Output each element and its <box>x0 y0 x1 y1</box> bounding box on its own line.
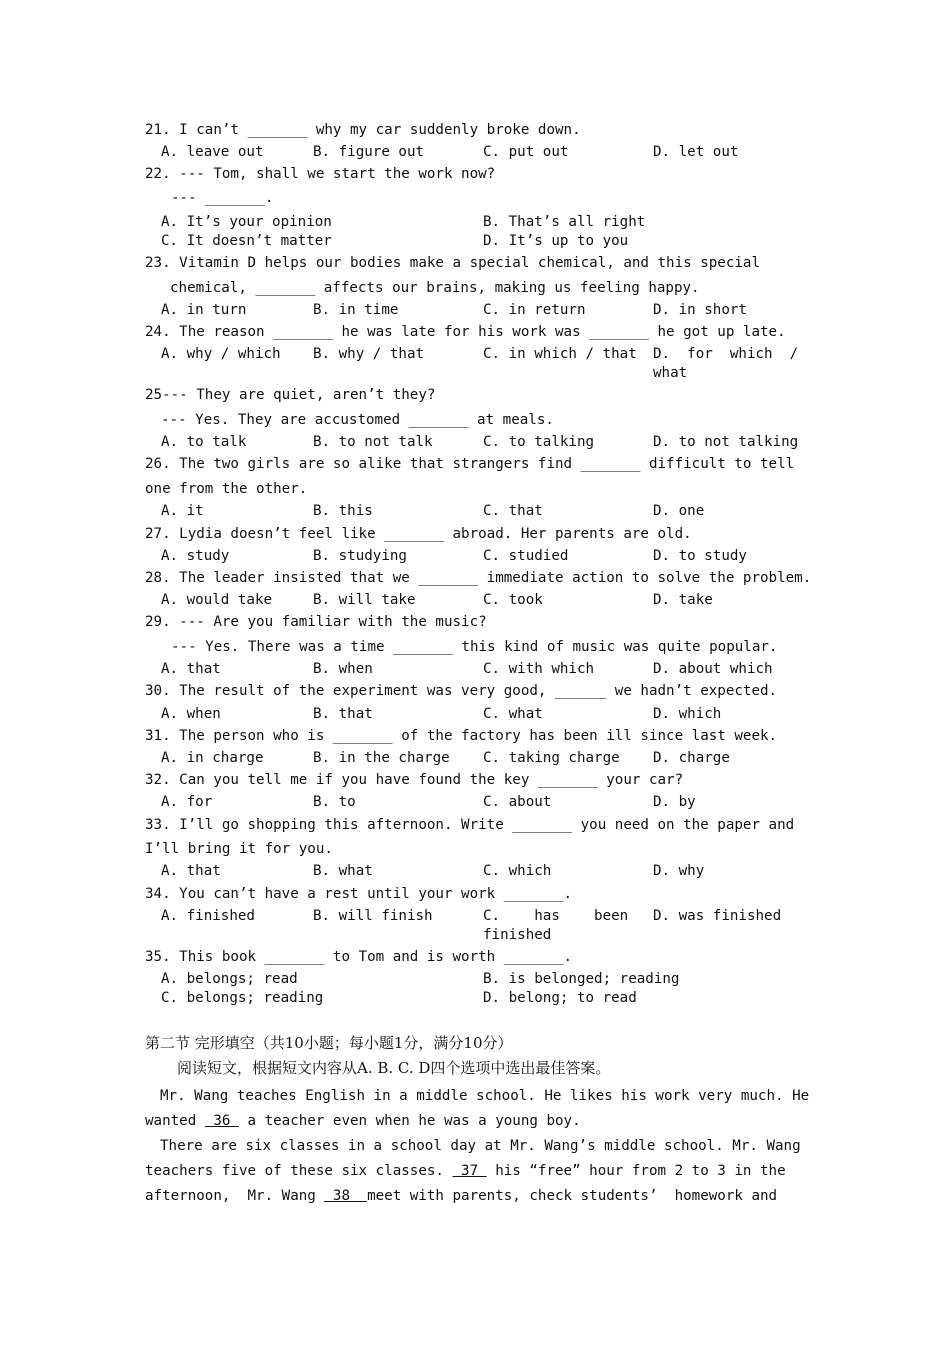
passage-text: a teacher even when he was a young boy. <box>238 1113 581 1129</box>
section2-title: 第二节 完形填空（共10小题；每小题1分，满分10分） <box>145 1034 513 1052</box>
q33-option-a: A. that <box>161 863 221 879</box>
passage-text: meet with parents, check students’ homework and <box>367 1188 778 1204</box>
passage-text: his “free” hour from 2 to 3 in the <box>486 1163 786 1179</box>
q29-reply: --- Yes. There was a time _______ this kind of music was quite popular. <box>171 639 778 655</box>
q27-option-d: D. to study <box>653 548 747 564</box>
q25-option-c: C. to talking <box>483 434 595 450</box>
blank-38: 38 <box>324 1188 368 1204</box>
q33-option-c: C. which <box>483 863 552 879</box>
q34-stem: 34. You can’t have a rest until your work _______. <box>145 886 573 902</box>
section2-instruction: 阅读短文，根据短文内容从A. B. C. D四个选项中选出最佳答案。 <box>177 1059 611 1077</box>
q30-option-a: A. when <box>161 706 221 722</box>
q21-option-c: C. put out <box>483 144 569 160</box>
q25-stem: 25--- They are quiet, aren’t they? <box>145 387 436 403</box>
q21-option-a: A. leave out <box>161 144 264 160</box>
q22-option-c: C. It doesn’t matter <box>161 233 332 249</box>
q25-option-a: A. to talk <box>161 434 247 450</box>
q35-option-c: C. belongs; reading <box>161 990 324 1006</box>
q29-option-a: A. that <box>161 661 221 677</box>
passage-text: teachers five of these six classes. <box>145 1163 453 1179</box>
q29-option-b: B. when <box>313 661 373 677</box>
q22-reply: --- _______. <box>171 190 274 206</box>
q31-option-d: D. charge <box>653 750 730 766</box>
q29-option-d: D. about which <box>653 661 773 677</box>
q23-option-d: D. in short <box>653 302 747 318</box>
q32-option-a: A. for <box>161 794 213 810</box>
q31-option-c: C. taking charge <box>483 750 620 766</box>
q35-option-b: B. is belonged; reading <box>483 971 680 987</box>
q29-stem: 29. --- Are you familiar with the music? <box>145 614 487 630</box>
q35-option-d: D. belong; to read <box>483 990 637 1006</box>
q35-stem: 35. This book _______ to Tom and is worth _______. <box>145 949 573 965</box>
q34-option-d: D. was finished <box>653 908 782 924</box>
q25-option-d: D. to not talking <box>653 434 799 450</box>
q26-stem-line1: 26. The two girls are so alike that strangers find _______ difficult to tell <box>145 456 795 472</box>
q29-option-c: C. with which <box>483 661 595 677</box>
q26-option-d: D. one <box>653 503 705 519</box>
passage-p2-line1: There are six classes in a school day at Mr. Wang’s middle school. Mr. Wang <box>160 1138 801 1154</box>
q26-option-a: A. it <box>161 503 204 519</box>
q31-option-b: B. in the charge <box>313 750 450 766</box>
q22-stem: 22. --- Tom, shall we start the work now? <box>145 166 496 182</box>
q22-option-b: B. That’s all right <box>483 214 646 230</box>
q30-option-b: B. that <box>313 706 373 722</box>
q24-option-a: A. why / which <box>161 346 281 362</box>
q35-option-a: A. belongs; read <box>161 971 298 987</box>
q24-option-d-line2: what <box>653 365 688 381</box>
q23-option-c: C. in return <box>483 302 586 318</box>
passage-text: wanted <box>145 1113 205 1129</box>
q22-option-a: A. It’s your opinion <box>161 214 332 230</box>
q24-option-c: C. in which / that <box>483 346 637 362</box>
q22-option-d: D. It’s up to you <box>483 233 629 249</box>
q28-option-c: C. took <box>483 592 543 608</box>
passage-text: afternoon, Mr. Wang <box>145 1188 325 1204</box>
q24-stem: 24. The reason _______ he was late for his work was _______ he got up late. <box>145 324 786 340</box>
q31-option-a: A. in charge <box>161 750 264 766</box>
q23-option-b: B. in time <box>313 302 399 318</box>
q27-stem: 27. Lydia doesn’t feel like _______ abroad. Her parents are old. <box>145 526 692 542</box>
q33-option-b: B. what <box>313 863 373 879</box>
q34-option-b: B. will finish <box>313 908 433 924</box>
q23-stem-line1: 23. Vitamin D helps our bodies make a special chemical, and this special <box>145 255 760 271</box>
q34-option-c-line1: C. has been <box>483 908 629 924</box>
q27-option-b: B. studying <box>313 548 407 564</box>
passage-p2-line3 <box>145 1186 777 1206</box>
q32-option-c: C. about <box>483 794 552 810</box>
q30-option-d: D. which <box>653 706 722 722</box>
q28-stem: 28. The leader insisted that we _______ immediate action to solve the problem. <box>145 570 812 586</box>
q32-option-d: D. by <box>653 794 696 810</box>
q34-option-c-line2: finished <box>483 927 552 943</box>
q26-option-c: C. that <box>483 503 543 519</box>
q32-option-b: B. to <box>313 794 356 810</box>
q33-option-d: D. why <box>653 863 705 879</box>
blank-36: 36 <box>204 1113 239 1129</box>
q26-stem-line2: one from the other. <box>145 481 308 497</box>
q21-stem: 21. I can’t _______ why my car suddenly broke down. <box>145 122 581 138</box>
q34-option-a: A. finished <box>161 908 255 924</box>
q28-option-a: A. would take <box>161 592 273 608</box>
q21-option-b: B. figure out <box>313 144 425 160</box>
q27-option-c: C. studied <box>483 548 569 564</box>
q33-stem-line1: 33. I’ll go shopping this afternoon. Write _______ you need on the paper and <box>145 817 795 833</box>
q30-stem: 30. The result of the experiment was very good, ______ we hadn’t expected. <box>145 683 778 699</box>
q25-reply: --- Yes. They are accustomed _______ at meals. <box>161 412 554 428</box>
q31-stem: 31. The person who is _______ of the factory has been ill since last week. <box>145 728 778 744</box>
q24-option-d-line1: D. for which / <box>653 346 799 362</box>
q26-option-b: B. this <box>313 503 373 519</box>
q23-option-a: A. in turn <box>161 302 247 318</box>
passage-p1-line1: Mr. Wang teaches English in a middle school. He likes his work very much. He <box>160 1088 810 1104</box>
q28-option-d: D. take <box>653 592 713 608</box>
q23-stem-line2: chemical, _______ affects our brains, making us feeling happy. <box>170 280 700 296</box>
q24-option-b: B. why / that <box>313 346 425 362</box>
passage-p1-line2 <box>145 1111 581 1131</box>
q27-option-a: A. study <box>161 548 230 564</box>
q25-option-b: B. to not talk <box>313 434 433 450</box>
q30-option-c: C. what <box>483 706 543 722</box>
q32-stem: 32. Can you tell me if you have found the key _______ your car? <box>145 772 684 788</box>
passage-p2-line2 <box>145 1161 786 1181</box>
q33-stem-line2: I’ll bring it for you. <box>145 841 333 857</box>
blank-37: 37 <box>452 1163 487 1179</box>
q28-option-b: B. will take <box>313 592 416 608</box>
q21-option-d: D. let out <box>653 144 739 160</box>
